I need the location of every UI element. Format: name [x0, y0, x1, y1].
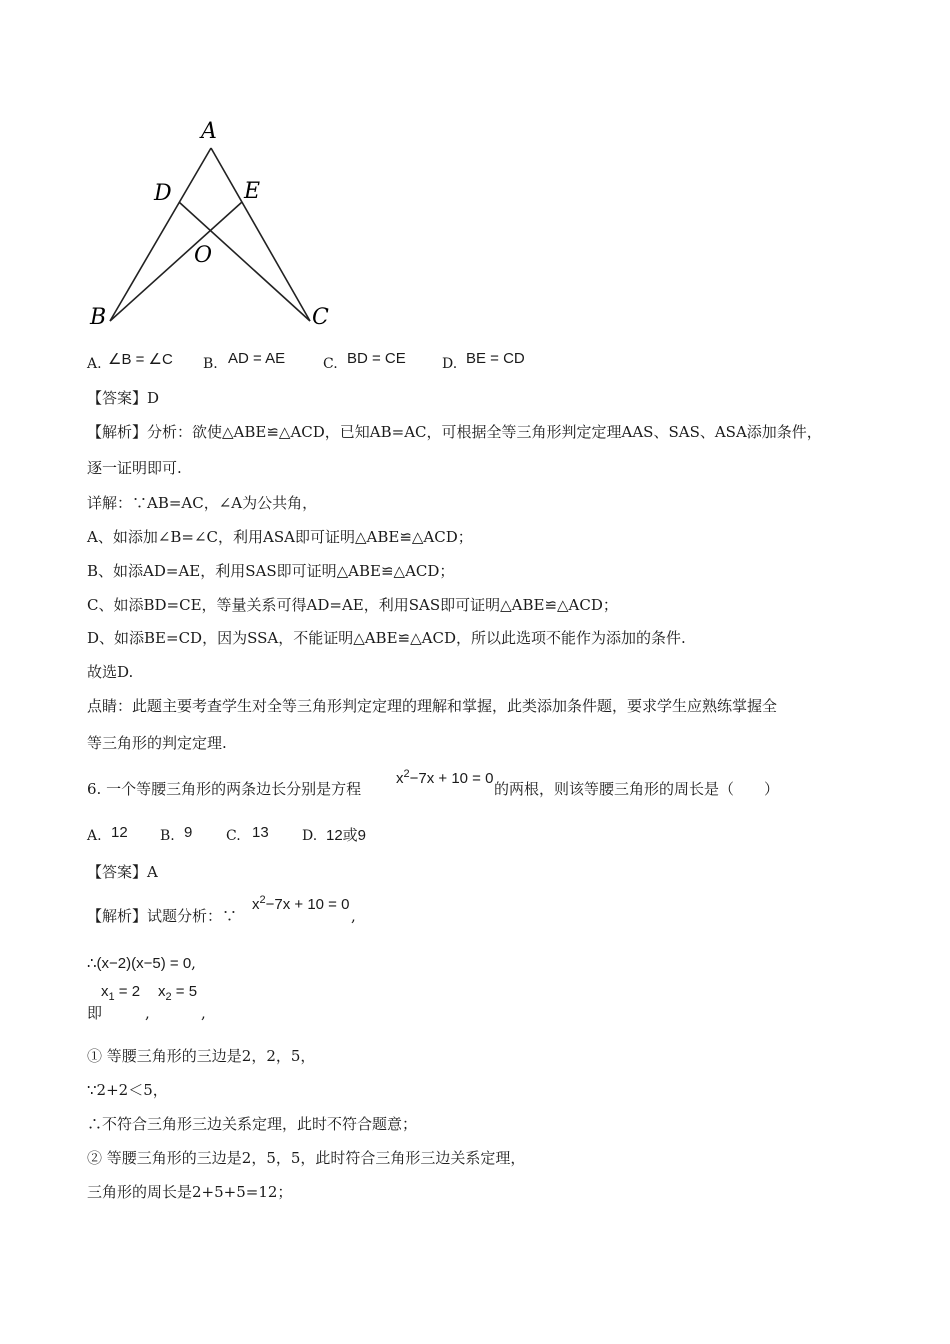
q6-stem-equation	[396, 770, 493, 787]
q6-eq-exponent: 2	[403, 768, 410, 780]
label-c: C	[312, 305, 329, 330]
q6-roots-end: ,	[201, 1004, 206, 1022]
label-b: B	[90, 305, 107, 330]
q6-factor-equation: (x−2)(x−5) = 0	[96, 955, 192, 972]
q6-eq-rest: −7x + 10 = 0	[409, 770, 494, 787]
q6-roots-prefix: 即	[87, 1004, 103, 1022]
q5-analysis-line2: 逐一证明即可.	[87, 459, 182, 477]
q6-analysis-prefix: 【解析】试题分析：∵	[87, 907, 238, 925]
q6-option-c-letter: C.	[226, 828, 241, 844]
q6-case1: ① 等腰三角形的三边是2，2，5，	[87, 1047, 316, 1065]
q6-root1-val: = 2	[114, 983, 141, 1000]
q6-option-c-value: 13	[252, 824, 269, 841]
triangle-figure	[80, 110, 360, 340]
label-e: E	[244, 179, 261, 204]
q6-stem-suffix: 的两根，则该等腰三角形的周长是（ ）	[494, 780, 780, 798]
q6-root2-x: x	[158, 983, 166, 1000]
q6-case1-conclusion: ∴不符合三角形三边关系定理，此时不符合题意；	[87, 1115, 418, 1133]
q5-answer: 【答案】D	[87, 389, 160, 407]
q5-choose: 故选D.	[87, 663, 134, 681]
q6-option-a-letter: A.	[87, 828, 102, 844]
q6-inequality: ∵2+2＜5，	[87, 1081, 168, 1099]
label-d: D	[154, 181, 172, 206]
q5-analysis-line1: 【解析】分析：欲使△ABE≌△ACD，已知AB=AC，可根据全等三角形判定定理AAS、SAS、ASA添加条件，	[87, 423, 822, 441]
label-a: A	[201, 119, 217, 144]
q6-analysis-eq-rest: −7x + 10 = 0	[265, 896, 350, 913]
q6-root2-val: = 5	[171, 983, 198, 1000]
q6-option-a-value: 12	[111, 824, 128, 841]
q6-option-d-letter: D.	[302, 828, 318, 844]
q6-analysis-eq-x: x	[252, 896, 260, 913]
segment-ab	[110, 148, 211, 321]
segment-be	[110, 202, 242, 321]
q5-line-a: A、如添加∠B=∠C，利用ASA即可证明△ABE≌△ACD；	[87, 528, 473, 546]
q5-line-d: D、如添BE=CD，因为SSA，不能证明△ABE≌△ACD，所以此选项不能作为添加的条件.	[87, 629, 686, 647]
q6-stem-prefix: 6. 一个等腰三角形的两条边长分别是方程	[87, 780, 362, 798]
q6-analysis-equation	[252, 896, 349, 913]
q5-line-c: C、如添BD=CE，等量关系可得AD=AE，利用SAS即可证明△ABE≌△ACD；	[87, 596, 618, 614]
q6-perimeter: 三角形的周长是2+5+5=12；	[87, 1183, 293, 1201]
q5-comment-line2: 等三角形的判定定理.	[87, 734, 227, 752]
q5-option-a-value: ∠B = ∠C	[108, 351, 173, 368]
q6-root1-x: x	[101, 983, 109, 1000]
q5-detail: 详解：∵AB=AC，∠A为公共角，	[87, 494, 318, 512]
q5-comment-line1: 点睛：此题主要考查学生对全等三角形判定定理的理解和掌握，此类添加条件题，要求学生应熟练掌握全	[87, 697, 778, 715]
q6-option-b-letter: B.	[160, 828, 175, 844]
segment-ac	[211, 148, 310, 321]
q6-option-d-value: 12或9	[326, 827, 367, 844]
q6-factor-line	[87, 953, 196, 974]
q5-option-d-letter: D.	[442, 356, 458, 372]
q5-option-b-letter: B.	[203, 356, 218, 372]
q6-analysis-suffix: ,	[351, 907, 356, 925]
q6-case2: ② 等腰三角形的三边是2，5，5，此时符合三角形三边关系定理，	[87, 1149, 526, 1167]
q6-root2	[158, 983, 198, 1003]
q5-line-b: B、如添AD=AE，利用SAS即可证明△ABE≌△ACD；	[87, 562, 455, 580]
q5-option-d-value: BE = CD	[466, 350, 525, 367]
q6-factor-suffix: ,	[191, 954, 196, 972]
q6-eq-x: x	[396, 770, 404, 787]
q6-answer: 【答案】A	[87, 863, 158, 881]
q5-option-c-letter: C.	[323, 356, 338, 372]
q6-factor-prefix: ∴	[87, 954, 97, 972]
q6-analysis-eq-exponent: 2	[259, 894, 266, 906]
q5-option-c-value: BD = CE	[347, 350, 406, 367]
q6-root1-sub: 1	[108, 991, 115, 1003]
q5-option-a-letter: A.	[87, 356, 102, 372]
q6-roots-comma: ,	[145, 1004, 150, 1022]
q6-root1	[101, 983, 141, 1003]
q6-option-b-value: 9	[184, 824, 193, 841]
q6-root2-sub: 2	[165, 991, 172, 1003]
q5-option-b-value: AD = AE	[228, 350, 286, 367]
label-o: O	[194, 243, 213, 268]
